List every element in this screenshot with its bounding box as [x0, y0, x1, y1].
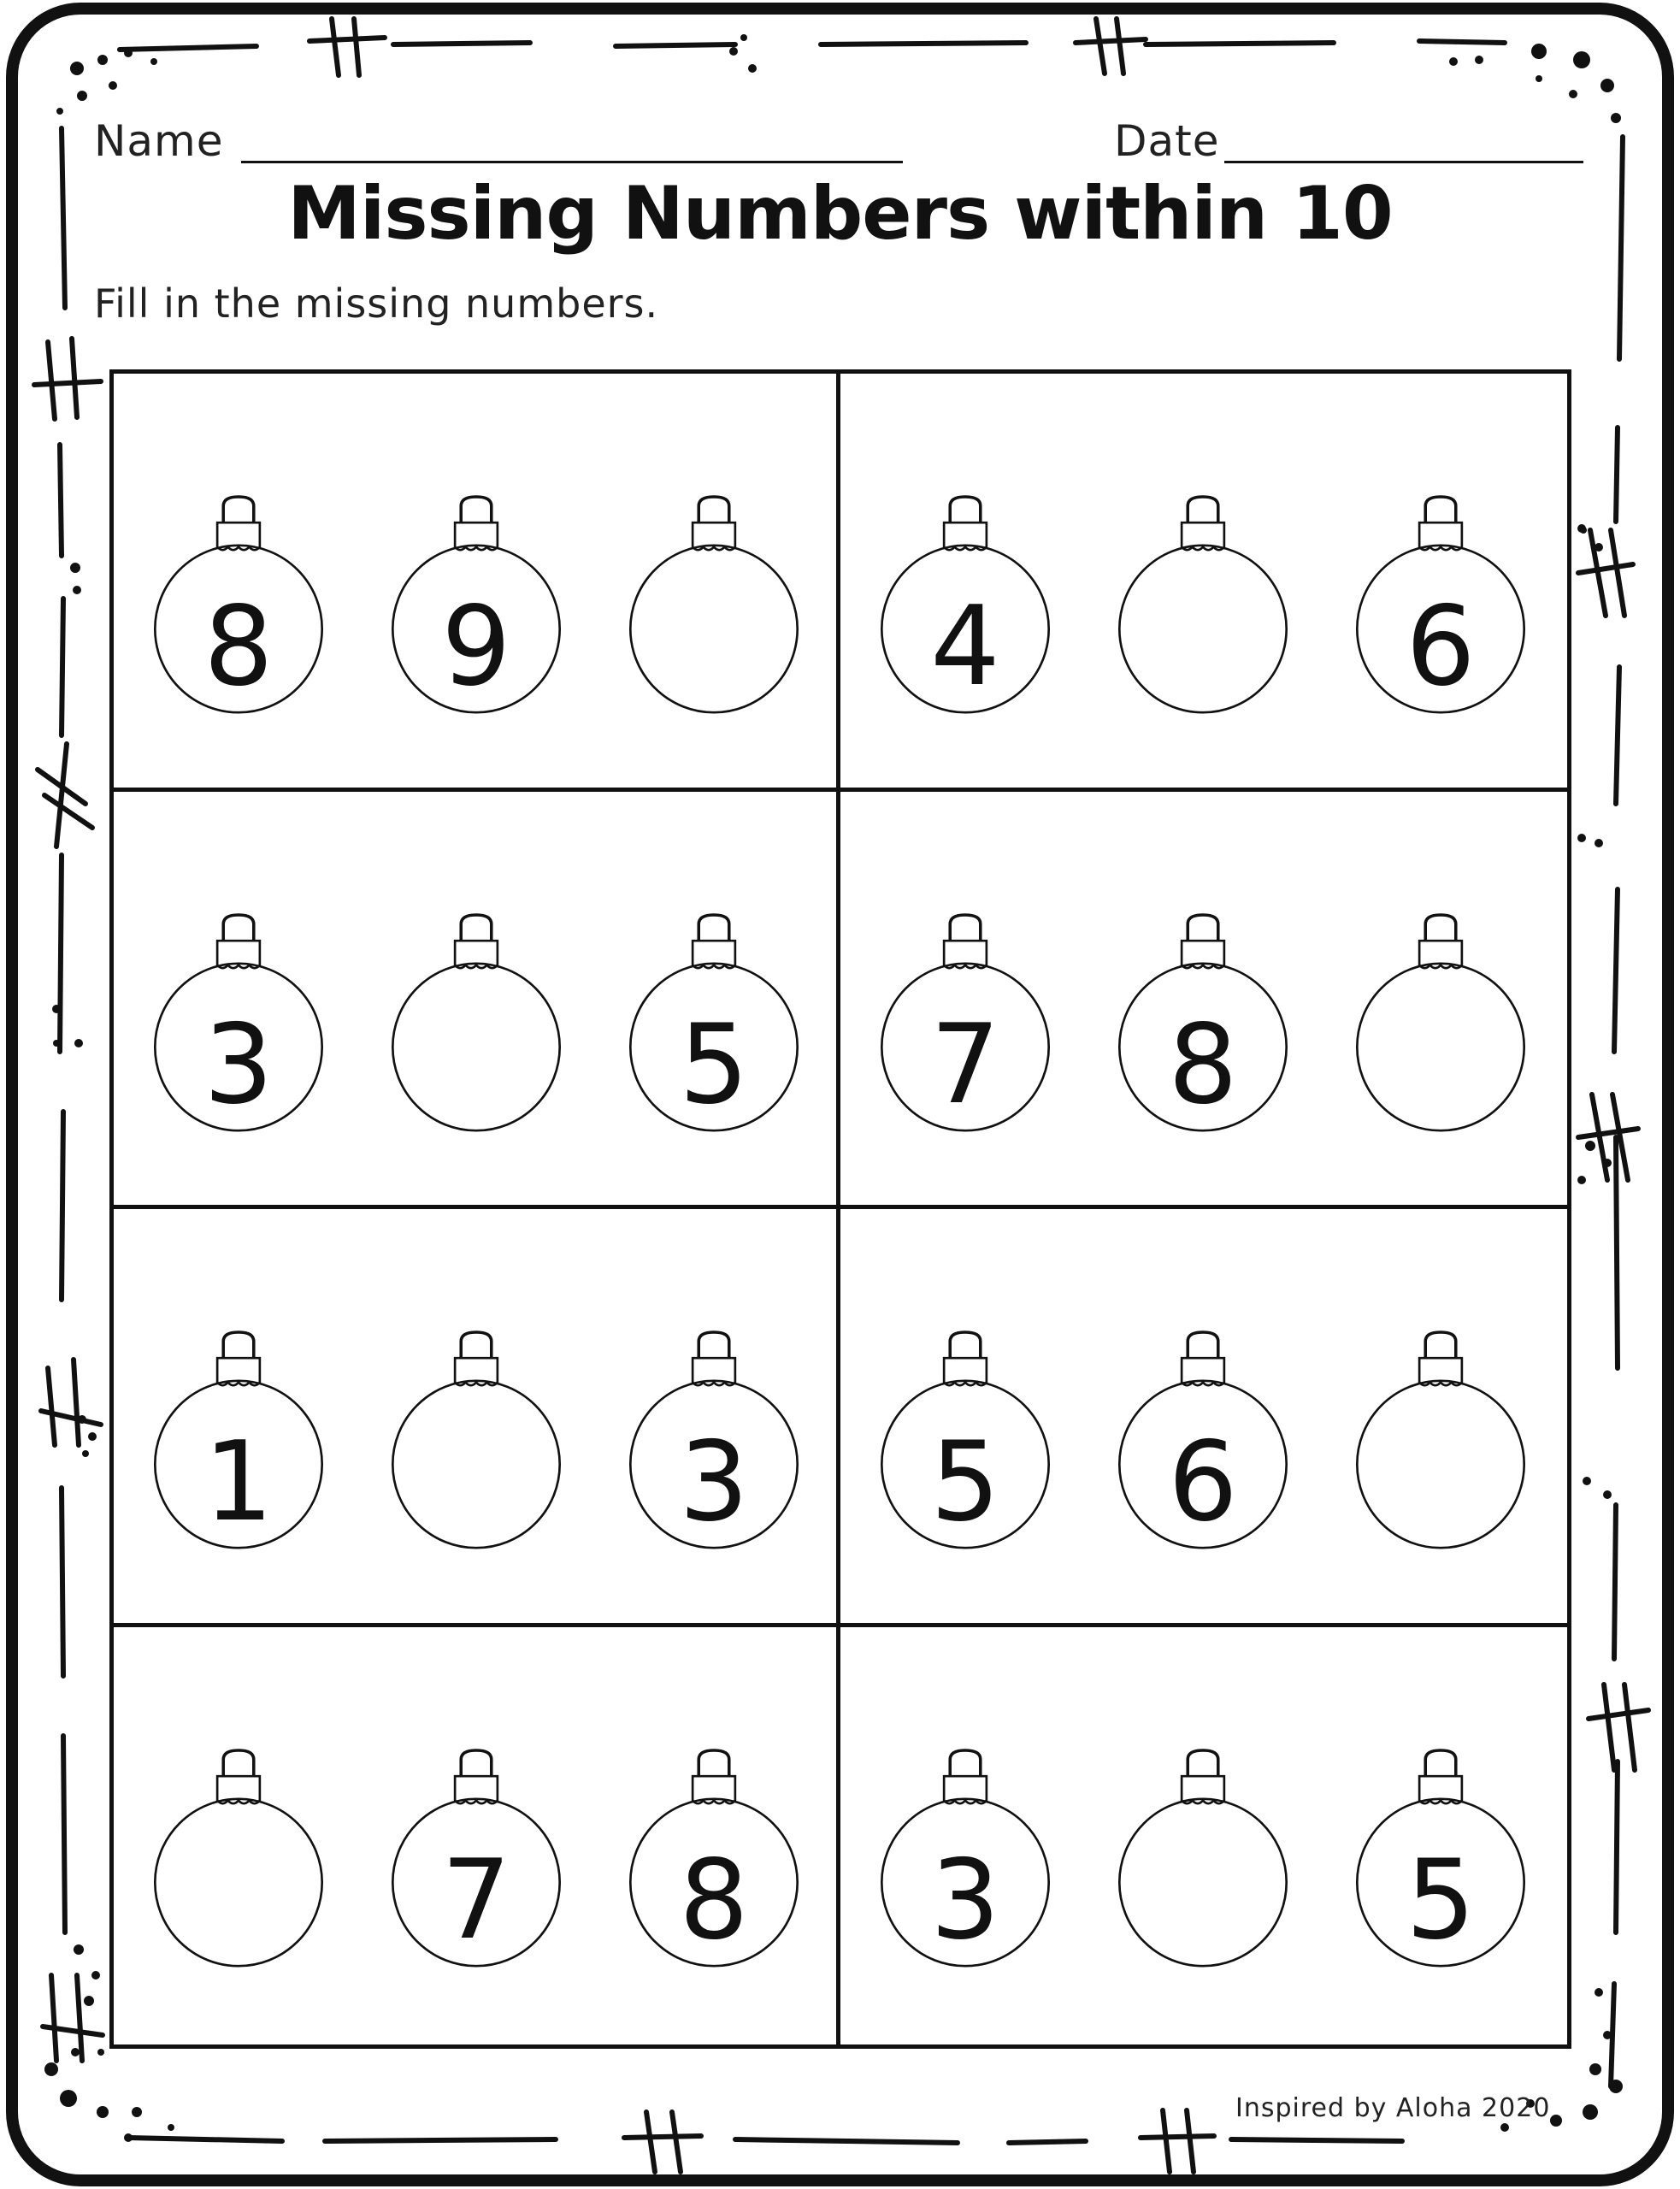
ornament-number: 3: [203, 1000, 274, 1129]
ornament: [869, 483, 1061, 714]
ornament: [869, 1737, 1061, 1968]
ornament-number: 5: [679, 1000, 749, 1129]
ornament-number: [1345, 1387, 1536, 1578]
problem-cell: [840, 792, 1567, 1210]
credit-text: Inspired by Aloha 2020: [1235, 2093, 1551, 2123]
ornament: [380, 901, 572, 1132]
ornament-number: 7: [441, 1836, 511, 1964]
ornament-number: [1107, 552, 1299, 743]
ornament-number: 3: [930, 1836, 1000, 1964]
problem-cell: [114, 374, 840, 792]
ornament-number: 8: [679, 1836, 749, 1964]
ornament-number: [380, 1387, 572, 1578]
ornament: [143, 1319, 334, 1549]
problem-cell: [840, 1627, 1567, 2045]
ornament-number: [618, 552, 810, 743]
problem-cell: [114, 1627, 840, 2045]
ornament: [1345, 901, 1536, 1132]
ornament-number: [143, 1805, 334, 1997]
problem-cell: [114, 1209, 840, 1627]
ornament-number: [1345, 970, 1536, 1161]
ornament: [618, 483, 810, 714]
ornament-number: [1107, 1805, 1299, 1997]
date-label: Date: [1114, 116, 1220, 166]
name-field[interactable]: [241, 161, 903, 163]
ornament: [1345, 483, 1536, 714]
ornament: [869, 901, 1061, 1132]
problem-cell: [840, 374, 1567, 792]
ornament: [1107, 901, 1299, 1132]
ornament: [1345, 1737, 1536, 1968]
ornament: [143, 1737, 334, 1968]
ornament-number: 9: [441, 583, 511, 711]
ornament-number: 5: [930, 1419, 1000, 1546]
ornament-number: 6: [1406, 583, 1476, 711]
ornament: [380, 1319, 572, 1549]
ornament-number: 6: [1168, 1419, 1238, 1546]
ornament: [1107, 1737, 1299, 1968]
problem-cell: [114, 792, 840, 1210]
ornament: [380, 1737, 572, 1968]
date-field[interactable]: [1224, 161, 1583, 163]
ornament: [143, 483, 334, 714]
problem-grid: [109, 369, 1571, 2049]
ornament: [618, 1319, 810, 1549]
ornament: [143, 901, 334, 1132]
ornament: [1345, 1319, 1536, 1549]
problem-cell: [840, 1209, 1567, 1627]
ornament-number: 7: [930, 1000, 1000, 1129]
ornament-number: 5: [1406, 1836, 1476, 1964]
name-label: Name: [94, 116, 224, 166]
ornament-number: 3: [679, 1419, 749, 1546]
ornament-number: 8: [203, 583, 274, 711]
ornament: [618, 1737, 810, 1968]
ornament-number: 1: [203, 1419, 274, 1546]
ornament-number: 8: [1168, 1000, 1238, 1129]
ornament: [869, 1319, 1061, 1549]
ornament: [380, 483, 572, 714]
ornament: [1107, 483, 1299, 714]
ornament-number: 4: [930, 583, 1000, 711]
ornament-number: [380, 970, 572, 1161]
ornament: [1107, 1319, 1299, 1549]
page-title: Missing Numbers within 10: [287, 171, 1393, 257]
ornament: [618, 901, 810, 1132]
instructions: Fill in the missing numbers.: [94, 280, 659, 327]
